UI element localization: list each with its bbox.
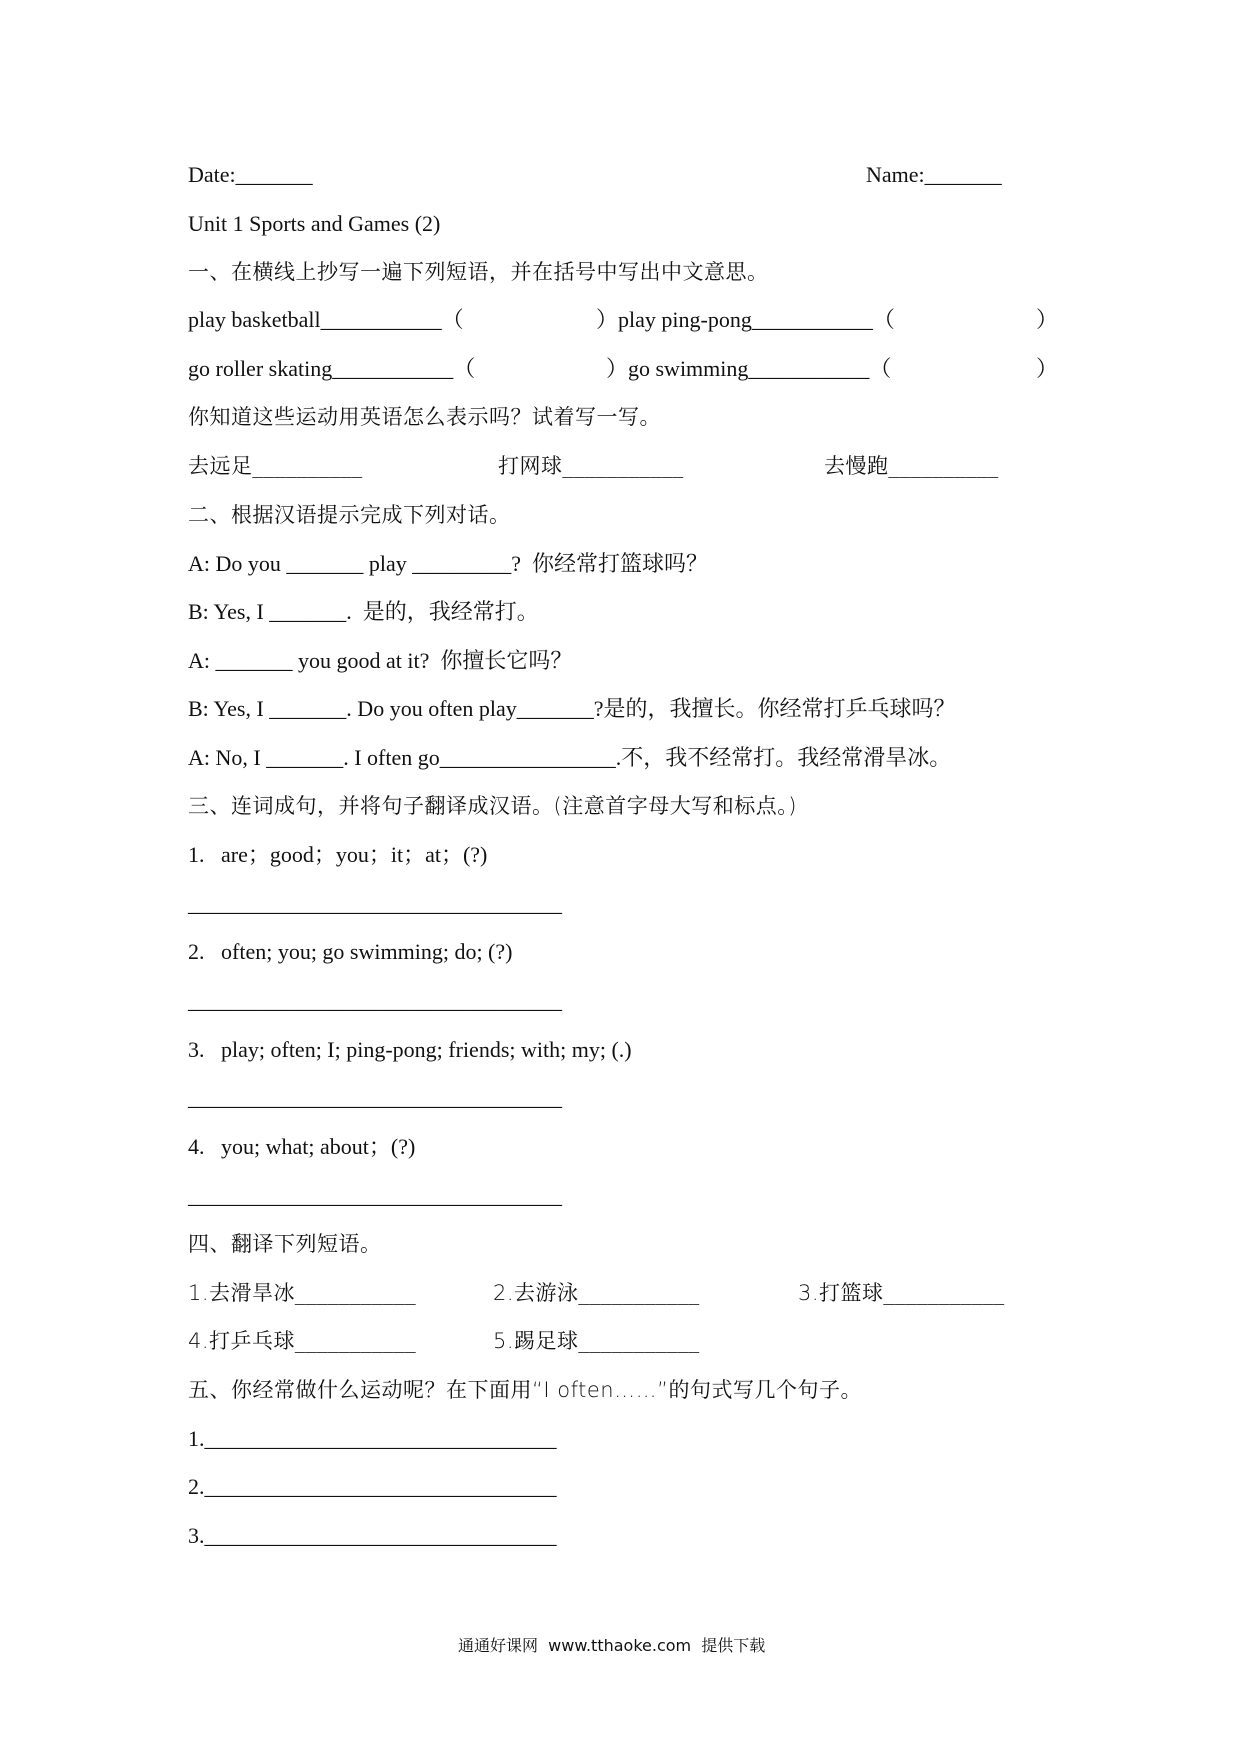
s3-question-1: 1. are；good；you；it；at；(?): [188, 842, 488, 867]
s1-item-jog: 去慢跑__________: [824, 454, 999, 478]
dialogue-line: A: No, I _______. I often go________________.不，我不经常打。我经常滑旱冰。: [188, 745, 952, 770]
s4-phrase-2: 2.去游泳___________: [493, 1281, 700, 1305]
s1-row2-b: ）go swimming___________（: [606, 356, 892, 381]
s3-answer-line-4: __________________________________: [188, 1183, 562, 1208]
date-field: Date:_______: [188, 162, 313, 187]
s3-answer-line-2: __________________________________: [188, 988, 562, 1013]
s1-row1-b: ）play ping-pong___________（: [596, 307, 895, 332]
s3-question-4: 4. you; what; about；(?): [188, 1134, 416, 1159]
name-field: Name:_______: [866, 162, 1002, 187]
s4-phrase-5: 5.踢足球___________: [493, 1329, 700, 1353]
section2-heading: 二、根据汉语提示完成下列对话。: [188, 503, 511, 527]
section1-heading: 一、在横线上抄写一遍下列短语，并在括号中写出中文意思。: [188, 260, 769, 284]
s1-item-tennis: 打网球___________: [498, 454, 684, 478]
s1-row1-c: ）: [1036, 307, 1059, 332]
page-title: Unit 1 Sports and Games (2): [188, 211, 441, 236]
s1-item-hike: 去远足__________: [188, 454, 363, 478]
s4-phrase-3: 3.打篮球___________: [798, 1281, 1005, 1305]
dialogue-line: A: Do you _______ play _________? 你经常打篮球吗？: [188, 551, 709, 576]
s3-answer-line-1: __________________________________: [188, 891, 562, 916]
section5-heading: 五、你经常做什么运动呢？在下面用“I often……”的句式写几个句子。: [188, 1378, 862, 1402]
footer-credit: 通通好课网 www.tthaoke.com 提供下载: [458, 1636, 766, 1655]
s3-answer-line-3: __________________________________: [188, 1085, 562, 1110]
s1-row1-a: play basketball___________（: [188, 307, 464, 332]
s5-line-2: 2.________________________________: [188, 1474, 557, 1499]
s5-line-1: 1.________________________________: [188, 1426, 557, 1451]
s1-row2-a: go roller skating___________（: [188, 356, 476, 381]
dialogue-line: B: Yes, I _______. 是的，我经常打。: [188, 599, 539, 624]
dialogue-line: B: Yes, I _______. Do you often play_______?是的，我擅长。你经常打乒乓球吗？: [188, 696, 956, 721]
s1-row2-c: ）: [1036, 356, 1059, 381]
dialogue-line: A: _______ you good at it? 你擅长它吗？: [188, 648, 573, 673]
section4-heading: 四、翻译下列短语。: [188, 1232, 382, 1256]
s4-phrase-4: 4.打乒乓球___________: [188, 1329, 417, 1353]
section3-heading: 三、连词成句，并将句子翻译成汉语。(注意首字母大写和标点。): [188, 794, 797, 818]
s1-prompt: 你知道这些运动用英语怎么表示吗？试着写一写。: [188, 405, 661, 429]
s3-question-2: 2. often; you; go swimming; do; (?): [188, 939, 513, 964]
s3-question-3: 3. play; often; I; ping-pong; friends; with; my; (.): [188, 1037, 632, 1062]
s4-phrase-1: 1.去滑旱冰___________: [188, 1281, 417, 1305]
s5-line-3: 3.________________________________: [188, 1523, 557, 1548]
